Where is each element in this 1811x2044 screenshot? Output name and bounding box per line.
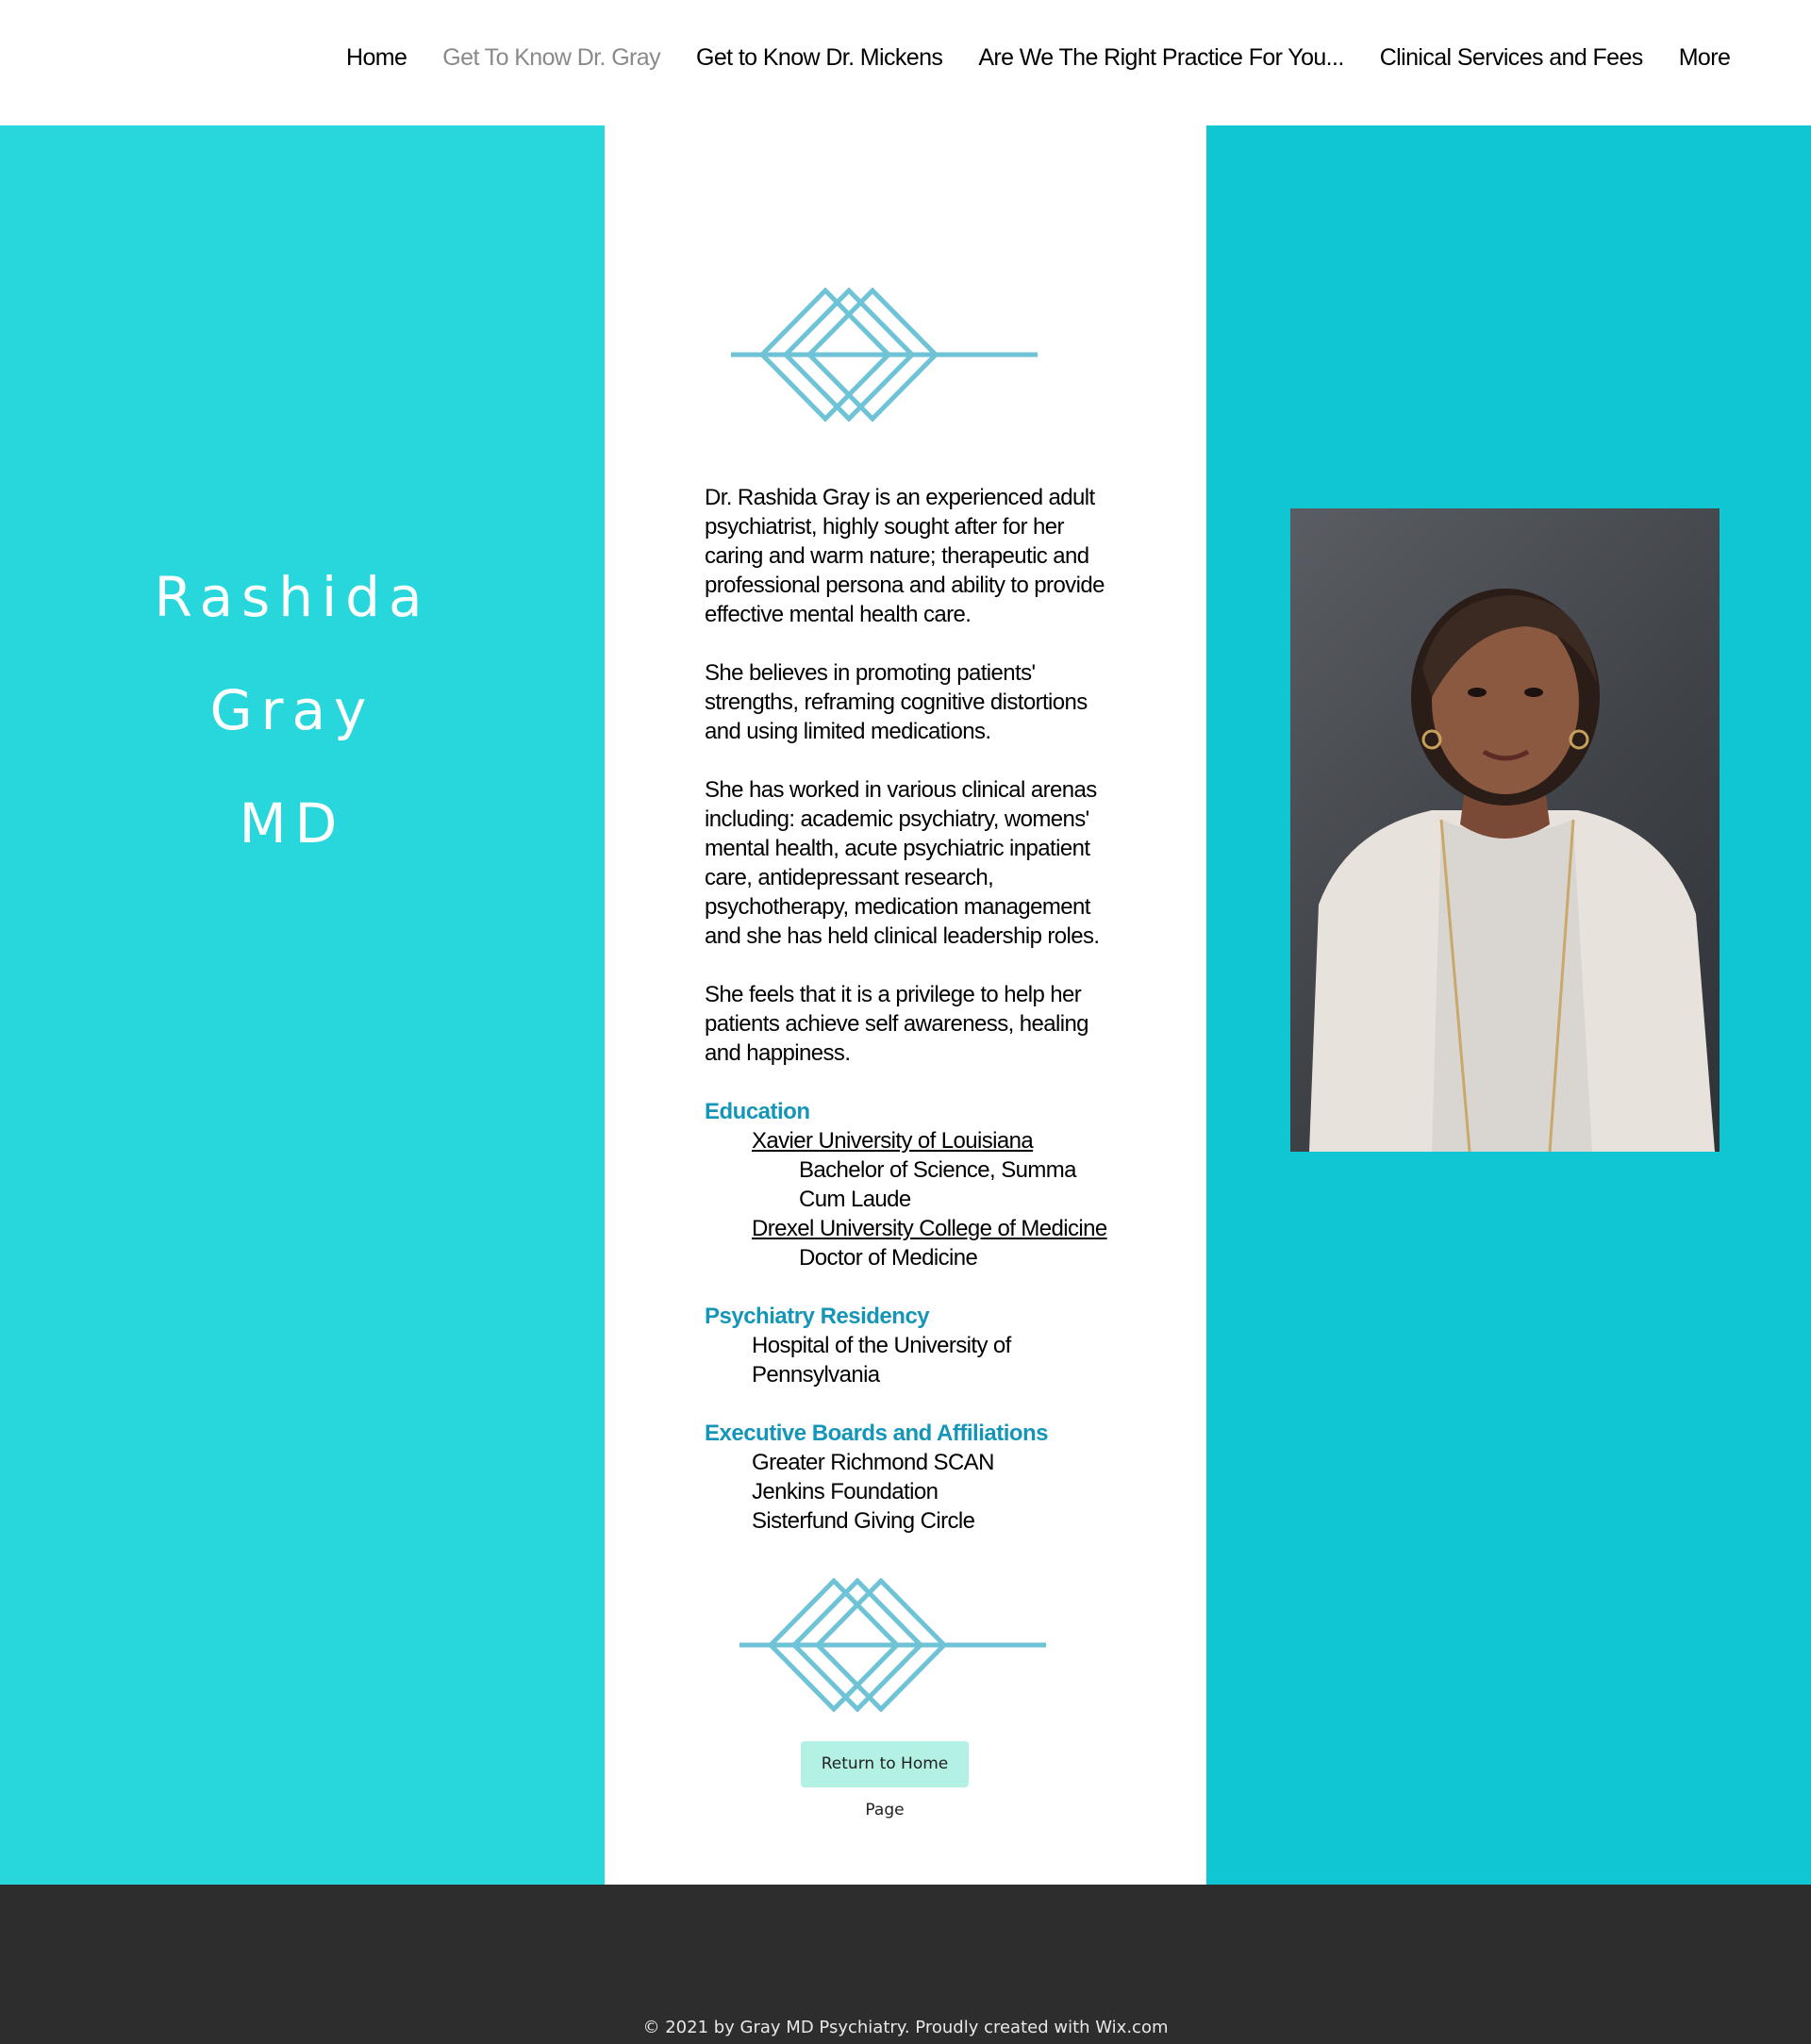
bio-paragraph-3: She has worked in various clinical arenas including: academic psychiatry, womens' mental health, acute psychiatric inpatient care, antidepressant research, psychotherapy, medication management and she has held clinical leadership roles. [705, 777, 1100, 949]
nav-get-to-know-dr-mickens[interactable]: Get to Know Dr. Mickens [696, 44, 943, 71]
bio-section [705, 483, 1120, 1536]
board-item: Jenkins Foundation [752, 1479, 939, 1504]
boards-title: Executive Boards and Affiliations [705, 1421, 1049, 1446]
footer-copyright: © 2021 by Gray MD Psychiatry. Proudly created with Wix.com [642, 2018, 1169, 2037]
nav-right-practice[interactable]: Are We The Right Practice For You... [978, 44, 1344, 71]
site-footer [0, 1885, 1811, 2044]
residency-line2: Pennsylvania [752, 1362, 880, 1388]
bio-paragraph-4: She feels that it is a privilege to help her patients achieve self awareness, healing and happiness. [705, 982, 1088, 1066]
nav-get-to-know-dr-gray[interactable]: Get To Know Dr. Gray [442, 44, 660, 71]
nav-more[interactable]: More [1678, 44, 1731, 71]
site-header [0, 0, 1811, 125]
return-home-button[interactable]: Return to Home Page [801, 1741, 969, 1787]
diamond-ornament-top-icon [731, 288, 1038, 422]
name-credential: MD [239, 791, 346, 856]
doctor-portrait [1290, 508, 1720, 1152]
name-first: Rashida [154, 565, 431, 629]
xavier-link[interactable]: Xavier University of Louisiana [752, 1128, 1034, 1154]
residency-title: Psychiatry Residency [705, 1304, 930, 1329]
boards-section [705, 1419, 1120, 1536]
name-last: Gray [209, 678, 375, 742]
bio-paragraph-2: She believes in promoting patients' strengths, reframing cognitive distortions and using limited medications. [705, 660, 1088, 744]
education-section [705, 1097, 1120, 1272]
education-title: Education [705, 1099, 810, 1124]
left-panel [0, 125, 605, 1885]
residency-line1: Hospital of the University of [752, 1333, 1011, 1358]
doctor-name [0, 540, 585, 880]
drexel-link[interactable]: Drexel University College of Medicine [752, 1216, 1107, 1241]
board-item: Sisterfund Giving Circle [752, 1508, 975, 1534]
diamond-ornament-bottom-icon [739, 1578, 1046, 1712]
nav-home[interactable]: Home [346, 44, 407, 71]
main-nav [328, 42, 1748, 74]
board-item: Greater Richmond SCAN [752, 1450, 994, 1475]
nav-clinical-services[interactable]: Clinical Services and Fees [1379, 44, 1643, 71]
portrait-illustration [1290, 508, 1720, 1152]
degree-md: Doctor of Medicine [799, 1245, 978, 1271]
residency-section [705, 1302, 1120, 1389]
degree-bs-line1: Bachelor of Science, Summa [799, 1157, 1076, 1183]
bio-paragraph-1: Dr. Rashida Gray is an experienced adult psychiatrist, highly sought after for her caring and warm nature; therapeutic and professional persona and ability to provide effective mental health care. [705, 485, 1105, 627]
degree-bs-line2: Cum Laude [799, 1187, 911, 1212]
